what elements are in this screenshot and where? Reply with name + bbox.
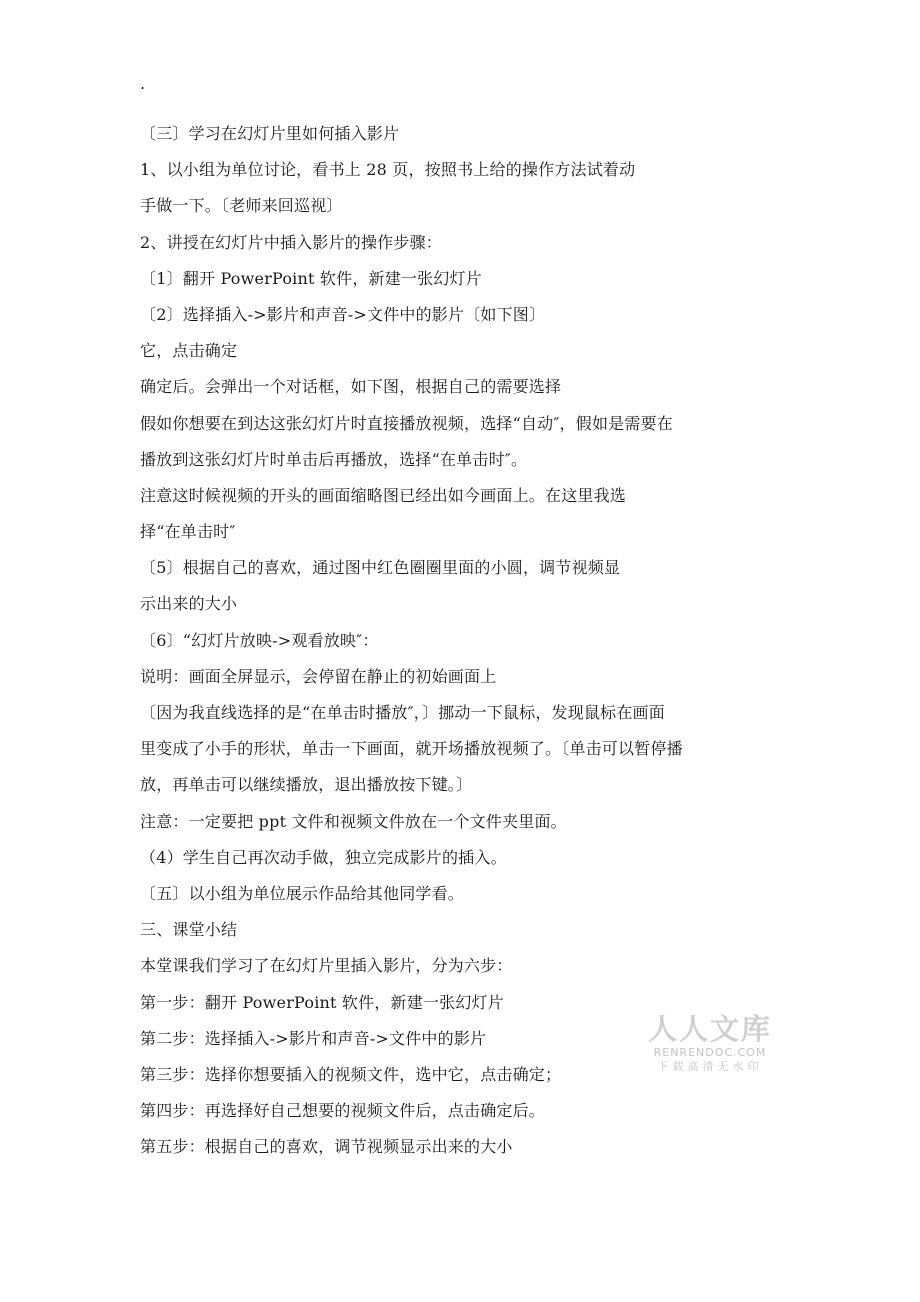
watermark-subtitle: 下载高清无水印 — [657, 1060, 763, 1073]
paragraph-line: 1、以小组为单位讨论，看书上 28 页，按照书上给的操作方法试着动 — [140, 160, 636, 180]
summary-step: 第二步：选择插入->影片和声音->文件中的影片 — [140, 1028, 487, 1048]
document-body — [140, 116, 780, 1165]
paragraph-line: 〔2〕选择插入->影片和声音->文件中的影片〔如下图〕 — [140, 304, 546, 324]
paragraph-line: 放，再单击可以继续播放，退出播放按下键。〕 — [140, 775, 473, 795]
summary-step: 第五步：根据自己的喜欢，调节视频显示出来的大小 — [140, 1137, 513, 1157]
summary-step: 第三步：选择你想要插入的视频文件，选中它，点击确定； — [140, 1064, 562, 1084]
paragraph-line: 注意这时候视频的开头的画面缩略图已经出如今画面上。在这里我选 — [140, 485, 627, 505]
paragraph-line: 注意：一定要把 ppt 文件和视频文件放在一个文件夹里面。 — [140, 811, 567, 831]
paragraph-line: 手做一下。〔老师来回巡视〕 — [140, 196, 343, 216]
page-mark: . — [140, 74, 146, 93]
paragraph-line: 择“在单击时″ — [140, 522, 236, 542]
paragraph-line: 〔因为我直线选择的是“在单击时播放″，〕挪动一下鼠标，发现鼠标在画面 — [140, 703, 665, 722]
summary-step: 第四步：再选择好自己想要的视频文件后，点击确定后。 — [140, 1101, 546, 1121]
paragraph-line: 播放到这张幻灯片时单击后再播放，选择“在单击时″。 — [140, 449, 528, 469]
watermark — [646, 1012, 774, 1074]
watermark-domain: RENRENDOC.COM — [653, 1046, 767, 1059]
paragraph-line: 它，点击确定 — [140, 341, 238, 361]
paragraph-line: 本堂课我们学习了在幻灯片里插入影片，分为六步： — [140, 956, 513, 976]
paragraph-line: 〔1〕翻开 PowerPoint 软件，新建一张幻灯片 — [140, 268, 482, 288]
paragraph-line: 2、讲授在幻灯片中插入影片的操作步骤： — [140, 232, 442, 252]
paragraph-line: 〔五〕以小组为单位展示作品给其他同学看。 — [140, 883, 465, 903]
paragraph-line: 里变成了小手的形状，单击一下画面，就开场播放视频了。〔单击可以暂停播 — [140, 739, 683, 759]
watermark-title: 人人文库 — [647, 1012, 772, 1046]
paragraph-line: 确定后。会弹出一个对话框，如下图，根据自己的需要选择 — [140, 377, 562, 397]
paragraph-line: 〔6〕“幻灯片放映->观看放映″： — [140, 630, 379, 650]
paragraph-line: 示出来的大小 — [140, 594, 238, 614]
section-heading-insert-movie: 〔三〕学习在幻灯片里如何插入影片 — [140, 124, 400, 143]
paragraph-line: 说明：画面全屏显示，会停留在静止的初始画面上 — [140, 666, 497, 686]
summary-step: 第一步：翻开 PowerPoint 软件，新建一张幻灯片 — [140, 992, 504, 1012]
paragraph-line: 〔5〕根据自己的喜欢，通过图中红色圈圈里面的小圆，调节视频显 — [140, 558, 621, 578]
paragraph-line: （4）学生自己再次动手做，独立完成影片的插入。 — [140, 847, 507, 867]
paragraph-line: 假如你想要在到达这张幻灯片时直接播放视频，选择“自动″，假如是需要在 — [140, 413, 673, 433]
section-heading-summary: 三、课堂小结 — [140, 920, 238, 940]
